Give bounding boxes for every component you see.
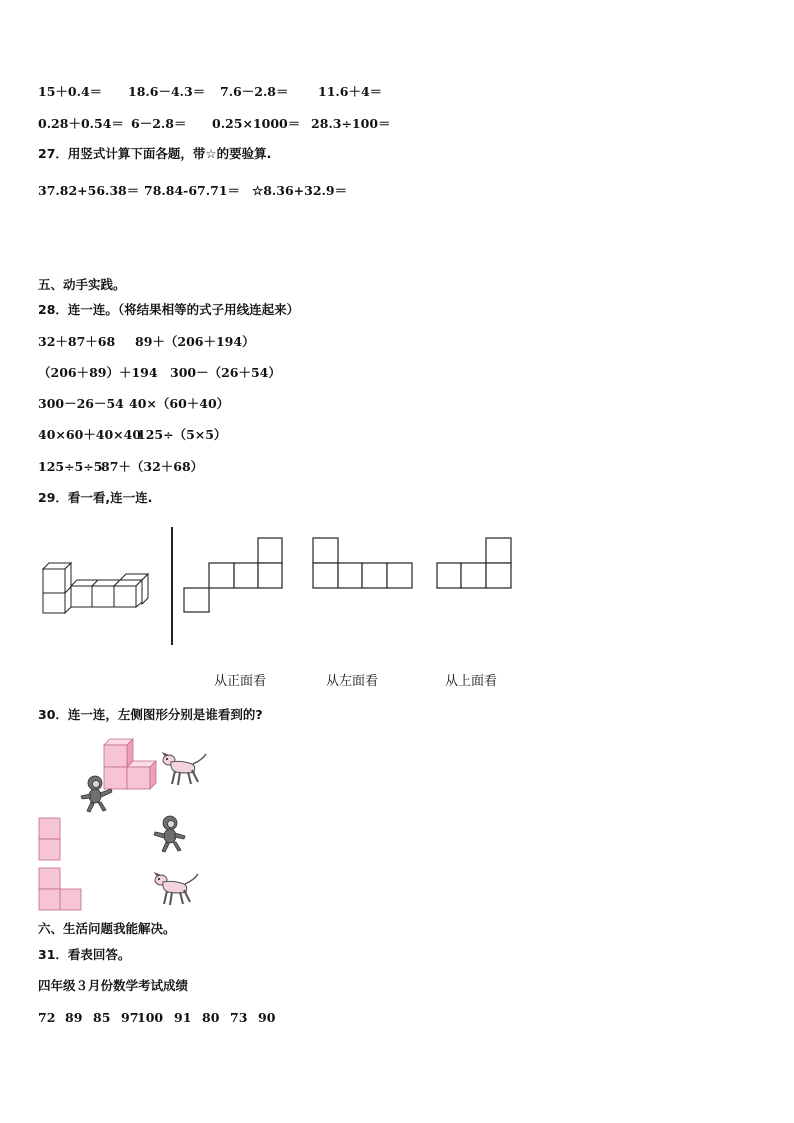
q27-item-1: 37.82+56.38＝ [38, 183, 140, 198]
q26-r1-c3: 7.6－2.8＝ [220, 84, 289, 99]
q30-view-column[interactable] [38, 817, 62, 861]
q28-row2-left[interactable]: （206＋89）＋194 [38, 365, 158, 380]
q26-r1-c4: 11.6＋4＝ [318, 84, 383, 99]
q26-r2-c3: 0.25×1000＝ [212, 116, 301, 131]
score-5: 100 [137, 1010, 164, 1025]
q28-row1-left[interactable]: 32＋87＋68 [38, 334, 116, 349]
q27-title: 27．用竖式计算下面各题，带☆的要验算. [38, 146, 272, 161]
score-9: 90 [258, 1010, 276, 1025]
q26-r2-c2: 6－2.8＝ [131, 116, 187, 131]
score-6: 91 [174, 1010, 192, 1025]
monkey-icon[interactable] [80, 775, 116, 813]
q28-row5-right[interactable]: 87＋（32＋68） [101, 459, 204, 474]
q27-item-3: ☆8.36+32.9＝ [252, 183, 348, 198]
q26-r1-c1: 15＋0.4＝ [38, 84, 103, 99]
section6-title: 六、生活问题我能解决。 [38, 921, 176, 936]
score-1: 72 [38, 1010, 56, 1025]
monkey-icon-right[interactable] [152, 815, 188, 853]
q29-divider-line [171, 527, 173, 645]
q28-row2-right[interactable]: 300－（26＋54） [170, 365, 281, 380]
score-8: 73 [230, 1010, 248, 1025]
q29-caption-left[interactable]: 从左面看 [326, 674, 379, 689]
section5-title: 五、动手实践。 [38, 277, 126, 292]
q26-r2-c4: 28.3÷100＝ [311, 116, 391, 131]
q31-title: 31．看表回答。 [38, 947, 131, 962]
q31-subtitle: 四年级３月份数学考试成绩 [38, 978, 189, 993]
q30-view-l-shape[interactable] [38, 867, 83, 911]
q28-row3-right[interactable]: 40×（60＋40） [129, 396, 230, 411]
score-2: 89 [65, 1010, 83, 1025]
q28-row5-left[interactable]: 125÷5÷5 [38, 459, 103, 474]
q29-view-shape-2[interactable] [312, 537, 414, 590]
q29-caption-front[interactable]: 从正面看 [214, 674, 267, 689]
q29-view-shape-1[interactable] [183, 537, 284, 614]
q28-row4-right[interactable]: 125÷（5×5） [137, 427, 227, 442]
q28-row3-left[interactable]: 300－26－54 [38, 396, 124, 411]
q28-title: 28．连一连。（将结果相等的式子用线连起来） [38, 302, 300, 317]
score-4: 97 [121, 1010, 139, 1025]
q26-r1-c2: 18.6－4.3＝ [128, 84, 206, 99]
score-3: 85 [93, 1010, 111, 1025]
score-7: 80 [202, 1010, 220, 1025]
q28-row1-right[interactable]: 89＋（206＋194） [135, 334, 255, 349]
q28-row4-left[interactable]: 40×60＋40×40 [38, 427, 142, 442]
q26-r2-c1: 0.28＋0.54＝ [38, 116, 124, 131]
q30-title: 30．连一连，左侧图形分别是谁看到的? [38, 707, 263, 722]
q29-view-shape-3[interactable] [436, 537, 513, 590]
dog-icon-bottom[interactable] [152, 872, 200, 908]
q29-caption-top[interactable]: 从上面看 [445, 674, 498, 689]
q29-title: 29．看一看,连一连. [38, 490, 153, 505]
dog-icon[interactable] [160, 752, 208, 788]
q29-cube-solid [40, 560, 155, 616]
q27-item-2: 78.84-67.71＝ [144, 183, 240, 198]
